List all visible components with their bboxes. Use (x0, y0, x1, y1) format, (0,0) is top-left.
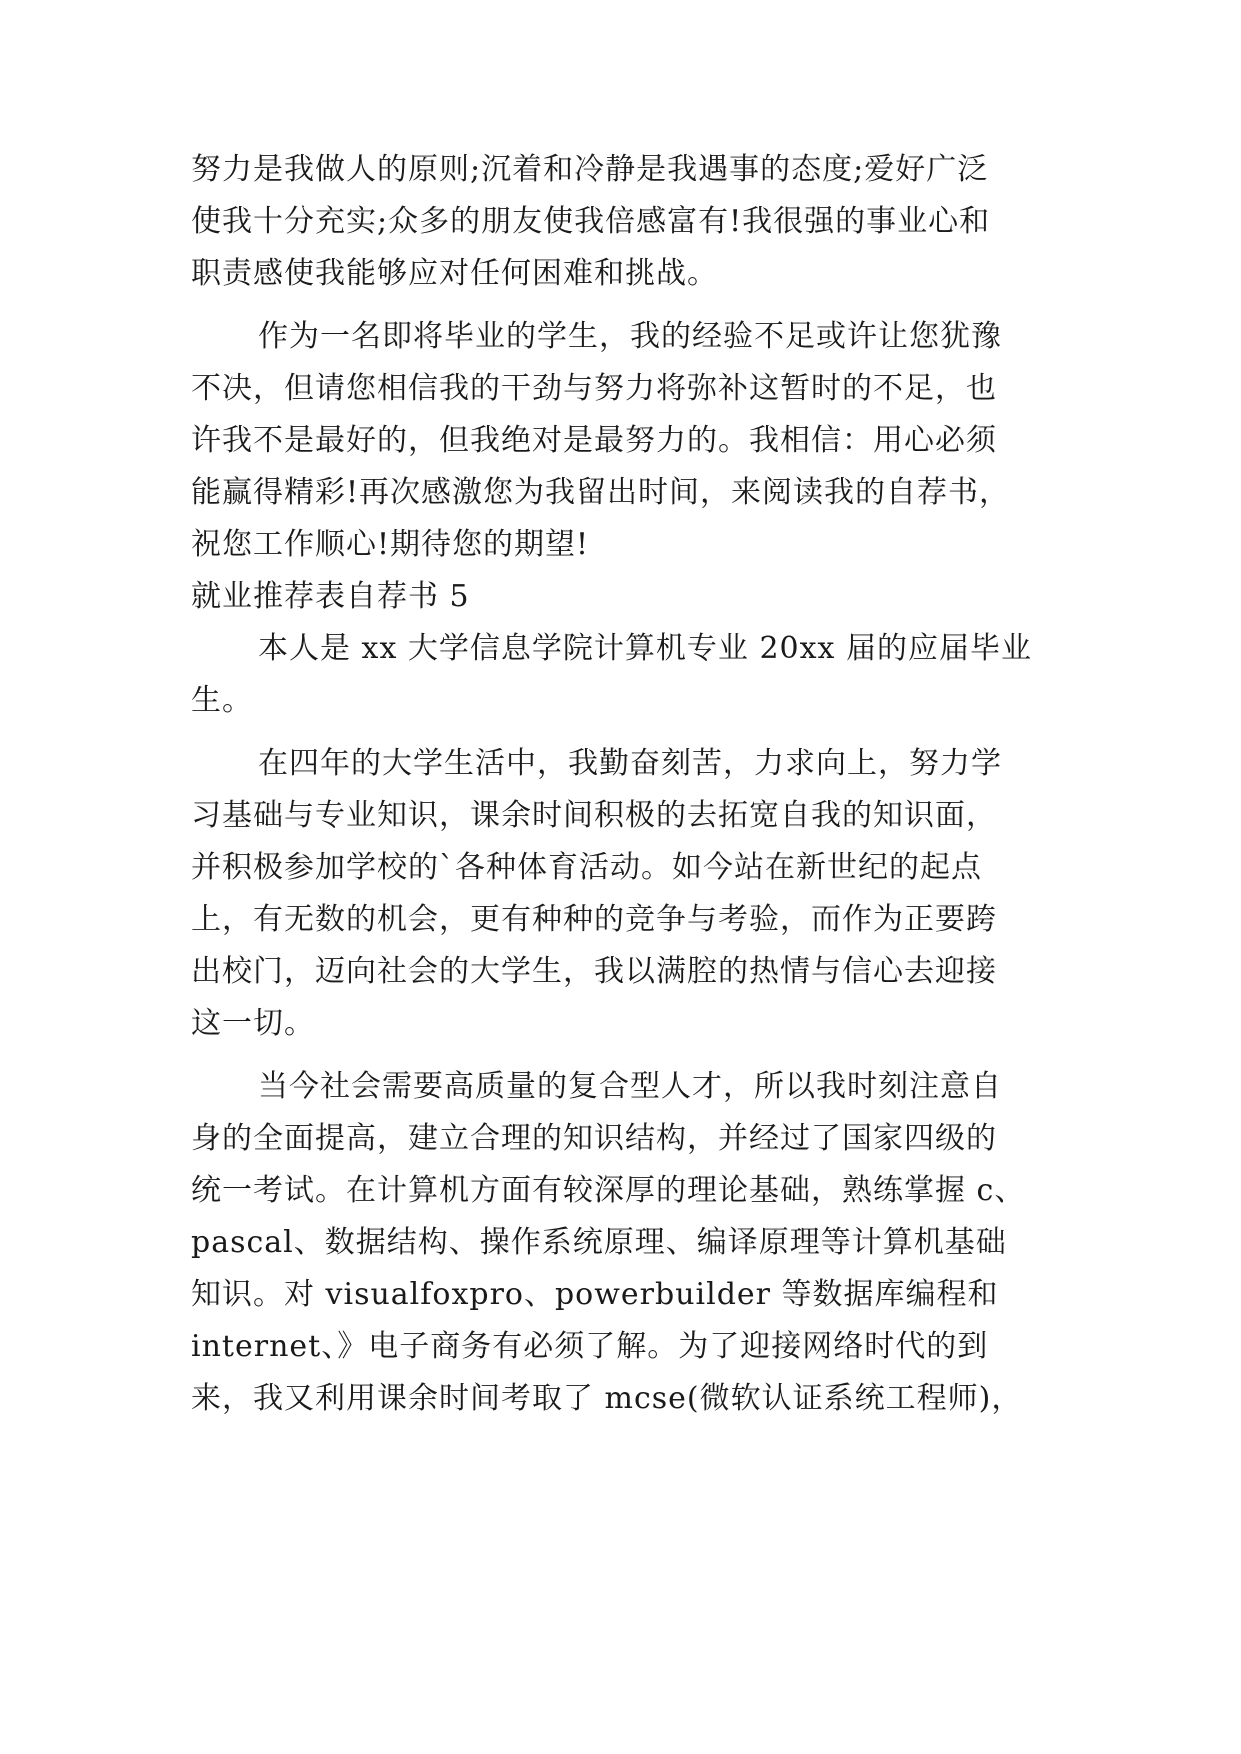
text-line: 许我不是最好的，但我绝对是最努力的。我相信：用心必须 (191, 423, 997, 458)
paragraph-first-line: 在四年的大学生活中，我勤奋刻苦，力求向上，努力学 (258, 746, 1002, 781)
section-heading: 就业推荐表自荐书 5 (191, 579, 470, 614)
text-line: 能赢得精彩!再次感激您为我留出时间，来阅读我的自荐书， (191, 475, 1011, 510)
text-line: 身的全面提高，建立合理的知识结构，并经过了国家四级的 (191, 1121, 997, 1156)
paragraph-first-line: 作为一名即将毕业的学生，我的经验不足或许让您犹豫 (258, 319, 1002, 354)
text-line: 使我十分充实;众多的朋友使我倍感富有!我很强的事业心和 (191, 204, 991, 239)
text-line: 来，我又利用课余时间考取了 mcse(微软认证系统工程师)， (191, 1381, 1023, 1416)
text-line: 不决，但请您相信我的干劲与努力将弥补这暂时的不足，也 (191, 371, 997, 406)
text-line: 出校门，迈向社会的大学生，我以满腔的热情与信心去迎接 (191, 954, 997, 989)
text-line: internet、》电子商务有必须了解。为了迎接网络时代的到 (191, 1329, 989, 1364)
text-line: 习基础与专业知识，课余时间积极的去拓宽自我的知识面， (191, 798, 997, 833)
text-line: 这一切。 (191, 1006, 315, 1041)
text-line: 并积极参加学校的`各种体育活动。如今站在新世纪的起点 (191, 850, 982, 885)
paragraph-first-line: 当今社会需要高质量的复合型人才，所以我时刻注意自 (258, 1069, 1002, 1104)
text-line: 知识。对 visualfoxpro、powerbuilder 等数据库编程和 (191, 1277, 999, 1312)
text-line: 祝您工作顺心!期待您的期望! (191, 527, 590, 562)
paragraph-first-line: 本人是 xx 大学信息学院计算机专业 20xx 届的应届毕业 (258, 631, 1032, 666)
text-line: 生。 (191, 683, 253, 718)
text-line: 努力是我做人的原则;沉着和冷静是我遇事的态度;爱好广泛 (191, 152, 989, 187)
text-line: 上，有无数的机会，更有种种的竞争与考验，而作为正要跨 (191, 902, 997, 937)
text-line: pascal、数据结构、操作系统原理、编译原理等计算机基础 (191, 1225, 1007, 1260)
text-line: 统一考试。在计算机方面有较深厚的理论基础，熟练掌握 c、 (191, 1173, 1026, 1208)
text-line: 职责感使我能够应对任何困难和挑战。 (191, 256, 718, 291)
